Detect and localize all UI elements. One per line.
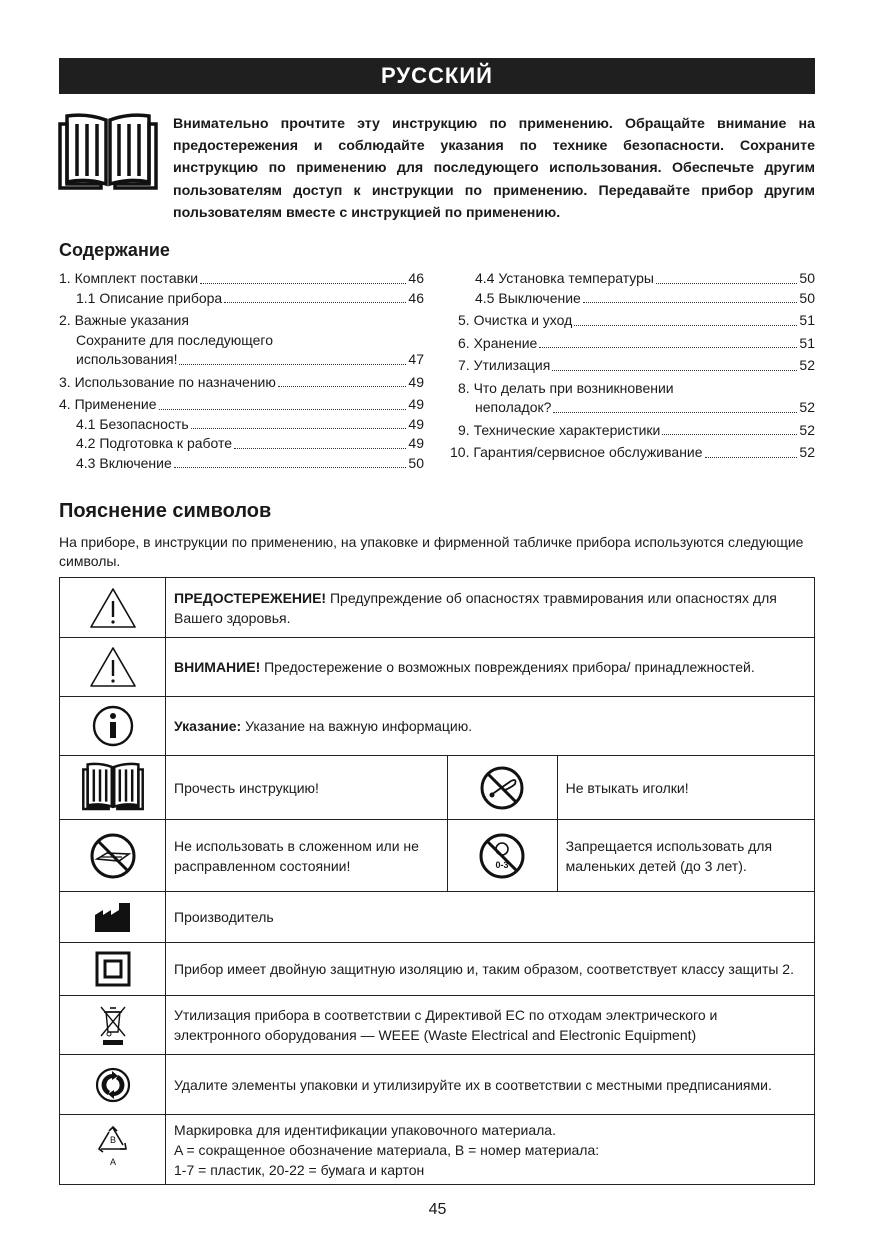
page-number: 45 (428, 1201, 447, 1218)
table-row (60, 943, 815, 996)
no-children-icon (447, 820, 557, 892)
table-row (60, 578, 815, 638)
table-row (60, 892, 815, 943)
double-insulation-description: Прибор имеет двойную защитную изоляцию и, таким образом, соответствует классу защиты 2. (166, 943, 815, 996)
table-row (60, 1055, 815, 1115)
no-pins-icon (447, 756, 557, 820)
packaging-description: Удалите элементы упаковки и утилизируйте их в соответствии с местными предписаниями. (166, 1055, 815, 1115)
toc-item-continuation: Сохраните для последующего (76, 331, 274, 348)
no-children-description: Запрещается использовать для маленьких детей (до 3 лет). (557, 820, 814, 892)
intro-text: Внимательно прочтите эту инструкцию по применению. Обращайте внимание на предостережения и соблюдайте указания по технике безопасности. Сохраните инструкцию по применению для последующего использования. Обеспечьте другим пользователям доступ к инструкции по применению. Передавайте прибор другим пользователям вместе с инструкцией по применению. (173, 116, 815, 221)
caution-triangle-icon (60, 638, 166, 697)
weee-description: Утилизация прибора в соответствии с Директивой ЕС по отходам электрического и электронного оборудования — WEEE (Waste Electrical and Electronic Equipment) (166, 996, 815, 1055)
toc-item[interactable]: 10. Гарантия/сервисное обслуживание 52 (450, 444, 815, 460)
toc-item[interactable]: 1. Комплект поставки 46 (59, 270, 424, 286)
toc-left-column (59, 269, 424, 473)
symbols-intro: На приборе, в инструкции по применению, на упаковке и фирменной табличке прибора используются следующие символы. (59, 534, 804, 569)
toc-item[interactable]: 4.5 Выключение 50 (475, 289, 815, 306)
table-row (60, 820, 815, 892)
recycling-code-icon (60, 1115, 166, 1185)
table-row (60, 697, 815, 756)
read-description: Прочесть инструкцию! (166, 756, 448, 820)
read-manual-icon (57, 112, 159, 196)
svg-text:0-3: 0-3 (495, 859, 509, 870)
toc-item[interactable]: 4.1 Безопасность 49 (76, 415, 424, 432)
toc-item[interactable]: 8. Что делать при возникновении (458, 379, 674, 396)
toc-item-continuation[interactable]: использования! 47 (76, 351, 424, 367)
toc-item[interactable]: 6. Хранение 51 (458, 334, 815, 351)
table-row (60, 756, 815, 820)
toc-item[interactable]: 4.3 Включение 50 (76, 454, 424, 471)
manufacturer-icon (60, 892, 166, 943)
toc-item[interactable]: 5. Очистка и уход 51 (458, 312, 815, 328)
note-description: Указание: Указание на важную информацию. (166, 697, 815, 756)
table-row (60, 996, 815, 1055)
recycling-description: Маркировка для идентификации упаковочного материала. A = сокращенное обозначение материала, B = номер материала: 1-7 = пластик, 20-22 = бумага и картон (166, 1115, 815, 1185)
green-dot-icon (60, 1055, 166, 1115)
svg-text:A: A (109, 1156, 116, 1167)
contents-heading: Содержание (59, 240, 170, 260)
symbols-table (59, 577, 815, 1185)
language-banner: РУССКИЙ (59, 58, 815, 94)
toc-item[interactable]: 7. Утилизация 52 (458, 357, 815, 373)
svg-text:B: B (109, 1134, 116, 1145)
table-row (60, 638, 815, 697)
no-pins-description: Не втыкать иголки! (557, 756, 814, 820)
toc-item[interactable]: 3. Использование по назначению 49 (59, 373, 424, 390)
table-row (60, 1115, 815, 1185)
warning-triangle-icon (60, 578, 166, 638)
info-icon (60, 697, 166, 756)
symbols-heading: Пояснение символов (59, 500, 272, 522)
toc-item-continuation[interactable]: неполадок? 52 (475, 399, 815, 415)
toc-item[interactable]: 4.2 Подготовка к работе 49 (76, 435, 424, 451)
no-folded-description: Не использовать в сложенном или не расправленном состоянии! (166, 820, 448, 892)
weee-bin-icon (60, 996, 166, 1055)
manufacturer-description: Производитель (166, 892, 815, 943)
double-insulation-icon (60, 943, 166, 996)
caution-description: ВНИМАНИЕ! Предостережение о возможных повреждениях прибора/ принадлежностей. (166, 638, 815, 697)
warning-description: ПРЕДОСТЕРЕЖЕНИЕ! Предупреждение об опасностях травмирования или опасностях для Вашего здоровья. (166, 578, 815, 638)
toc-right-column (450, 269, 815, 463)
no-folded-icon (60, 820, 166, 892)
toc-item[interactable]: 1.1 Описание прибора 46 (76, 289, 424, 306)
toc-item[interactable]: 4.4 Установка температуры 50 (475, 270, 815, 286)
read-manual-icon (60, 756, 166, 820)
toc-item[interactable]: 2. Важные указания (59, 312, 189, 328)
toc-item[interactable]: 4. Применение 49 (59, 396, 424, 412)
toc-item[interactable]: 9. Технические характеристики 52 (458, 421, 815, 438)
